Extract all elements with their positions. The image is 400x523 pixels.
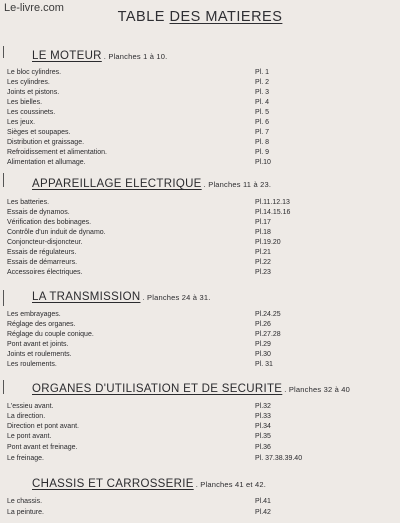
item-label: Le bloc cylindres. bbox=[7, 69, 62, 76]
item-plate: Pl. 6 bbox=[255, 119, 270, 126]
item-label: Essais de dynamos. bbox=[7, 209, 70, 216]
list-item bbox=[7, 258, 397, 267]
item-plate: Pl.17 bbox=[255, 219, 271, 226]
item-plate: Pl.41 bbox=[255, 498, 271, 505]
margin-mark bbox=[3, 290, 4, 306]
list-item bbox=[7, 340, 397, 349]
page-title-part2: DES MATIERES bbox=[169, 9, 283, 25]
section-title: LA TRANSMISSION bbox=[32, 291, 141, 303]
list-item bbox=[7, 248, 397, 257]
list-item bbox=[7, 118, 397, 127]
section-plates: . Planches 41 et 42. bbox=[195, 480, 266, 489]
item-plate: Pl.27.28 bbox=[255, 331, 281, 338]
item-label: La direction. bbox=[7, 413, 46, 420]
section-title: LE MOTEUR bbox=[32, 50, 102, 62]
list-item bbox=[7, 330, 397, 339]
section-heading-securite bbox=[32, 383, 350, 395]
list-item bbox=[7, 454, 397, 463]
item-label: Accessoires électriques. bbox=[7, 269, 83, 276]
list-item bbox=[7, 443, 397, 452]
item-plate: Pl.23 bbox=[255, 269, 271, 276]
list-item bbox=[7, 208, 397, 217]
item-plate: Pl. 2 bbox=[255, 79, 270, 86]
list-item bbox=[7, 78, 397, 87]
item-label: Les jeux. bbox=[7, 119, 36, 126]
list-item bbox=[7, 497, 397, 506]
item-label: Le freinage. bbox=[7, 455, 44, 462]
item-label: Les roulements. bbox=[7, 361, 57, 368]
list-item bbox=[7, 68, 397, 77]
list-item bbox=[7, 268, 397, 277]
item-plate: Pl. 7 bbox=[255, 129, 270, 136]
list-item bbox=[7, 238, 397, 247]
item-label: Le pont avant. bbox=[7, 433, 52, 440]
item-label: Refroidissement et alimentation. bbox=[7, 149, 107, 156]
item-plate: Pl. 9 bbox=[255, 149, 270, 156]
item-plate: Pl.14.15.16 bbox=[255, 209, 291, 216]
item-plate: Pl.29 bbox=[255, 341, 271, 348]
list-item bbox=[7, 228, 397, 237]
watermark-text: Le-livre.com bbox=[4, 2, 64, 14]
section-heading-electrique bbox=[32, 178, 271, 190]
item-label: Pont avant et freinage. bbox=[7, 444, 78, 451]
item-label: Les coussinets. bbox=[7, 109, 56, 116]
section-title: APPAREILLAGE ELECTRIQUE bbox=[32, 178, 202, 190]
item-label: L'essieu avant. bbox=[7, 403, 54, 410]
item-label: Réglage des organes. bbox=[7, 321, 76, 328]
item-plate: Pl.42 bbox=[255, 509, 271, 516]
section-title: CHASSIS ET CARROSSERIE bbox=[32, 478, 194, 490]
list-item bbox=[7, 320, 397, 329]
list-item bbox=[7, 158, 397, 167]
item-plate: Pl.36 bbox=[255, 444, 271, 451]
list-item bbox=[7, 350, 397, 359]
item-label: Essais de régulateurs. bbox=[7, 249, 77, 256]
margin-mark bbox=[3, 173, 4, 187]
item-plate: Pl.34 bbox=[255, 423, 271, 430]
section-heading-transmission bbox=[32, 291, 210, 303]
page-title bbox=[0, 9, 400, 25]
item-plate: Pl. 5 bbox=[255, 109, 270, 116]
section-plates: . Planches 1 à 10. bbox=[103, 52, 168, 61]
item-plate: Pl. 8 bbox=[255, 139, 270, 146]
list-item bbox=[7, 432, 397, 441]
item-plate: Pl.26 bbox=[255, 321, 271, 328]
item-plate: Pl.10 bbox=[255, 159, 271, 166]
list-item bbox=[7, 218, 397, 227]
list-item bbox=[7, 148, 397, 157]
margin-mark bbox=[3, 46, 4, 58]
item-label: Distribution et graissage. bbox=[7, 139, 85, 146]
item-plate: Pl. 1 bbox=[255, 69, 270, 76]
item-label: Alimentation et allumage. bbox=[7, 159, 86, 166]
list-item bbox=[7, 88, 397, 97]
list-item bbox=[7, 138, 397, 147]
section-plates: . Planches 32 à 40 bbox=[284, 385, 351, 394]
section-heading-moteur bbox=[32, 50, 167, 62]
item-plate: Pl.19.20 bbox=[255, 239, 281, 246]
list-item bbox=[7, 412, 397, 421]
item-label: Contrôle d'un induit de dynamo. bbox=[7, 229, 106, 236]
list-item bbox=[7, 198, 397, 207]
item-label: Les bielles. bbox=[7, 99, 43, 106]
item-label: Les embrayages. bbox=[7, 311, 61, 318]
item-plate: Pl.21 bbox=[255, 249, 271, 256]
item-plate: Pl. 31 bbox=[255, 361, 273, 368]
item-plate: Pl.18 bbox=[255, 229, 271, 236]
item-plate: Pl.30 bbox=[255, 351, 271, 358]
item-label: Conjoncteur-disjoncteur. bbox=[7, 239, 83, 246]
item-label: Réglage du couple conique. bbox=[7, 331, 94, 338]
list-item bbox=[7, 310, 397, 319]
item-plate: Pl.32 bbox=[255, 403, 271, 410]
item-label: Vérification des bobinages. bbox=[7, 219, 92, 226]
item-plate: Pl. 4 bbox=[255, 99, 270, 106]
item-plate: Pl.11.12.13 bbox=[255, 199, 290, 206]
list-item bbox=[7, 422, 397, 431]
item-label: Pont avant et joints. bbox=[7, 341, 69, 348]
margin-mark bbox=[3, 380, 4, 394]
list-item bbox=[7, 98, 397, 107]
item-label: Les cylindres. bbox=[7, 79, 50, 86]
item-plate: Pl.24.25 bbox=[255, 311, 281, 318]
item-label: Les batteries. bbox=[7, 199, 50, 206]
list-item bbox=[7, 402, 397, 411]
section-heading-chassis bbox=[32, 478, 266, 490]
page-title-part1: TABLE bbox=[117, 9, 170, 25]
list-item bbox=[7, 508, 397, 517]
list-item bbox=[7, 108, 397, 117]
item-plate: Pl.35 bbox=[255, 433, 271, 440]
item-label: Sièges et soupapes. bbox=[7, 129, 71, 136]
item-plate: Pl. 37.38.39.40 bbox=[255, 455, 303, 462]
item-label: Essais de démarreurs. bbox=[7, 259, 78, 266]
item-label: Joints et pistons. bbox=[7, 89, 60, 96]
item-label: Joints et roulements. bbox=[7, 351, 72, 358]
list-item bbox=[7, 360, 397, 369]
list-item bbox=[7, 128, 397, 137]
item-plate: Pl. 3 bbox=[255, 89, 270, 96]
section-plates: . Planches 24 à 31. bbox=[142, 293, 211, 302]
item-label: Le chassis. bbox=[7, 498, 43, 505]
item-label: La peinture. bbox=[7, 509, 44, 516]
item-label: Direction et pont avant. bbox=[7, 423, 79, 430]
section-title: ORGANES D'UTILISATION ET DE SECURITE bbox=[32, 383, 283, 395]
item-plate: Pl.22 bbox=[255, 259, 271, 266]
item-plate: Pl.33 bbox=[255, 413, 271, 420]
section-plates: . Planches 11 à 23. bbox=[203, 180, 272, 189]
